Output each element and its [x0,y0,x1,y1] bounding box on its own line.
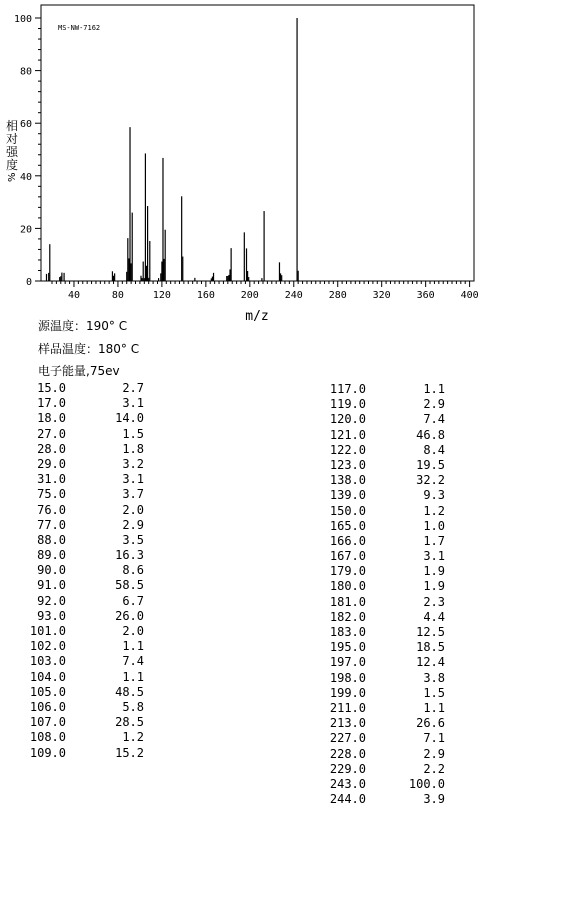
peak-row [326,473,445,488]
mz-value: 139.0 [329,488,366,503]
mz-value: 27.0 [37,426,66,441]
intensity-value: 26.6 [416,716,445,731]
mz-value: 75.0 [37,487,66,502]
mz-value: 107.0 [29,715,66,730]
mz-value: 77.0 [37,517,66,532]
x-tick-label: 80 [111,290,124,301]
peak-row [326,792,445,807]
electron-energy: 电子能量,75ev [38,364,120,378]
mz-value: 244.0 [329,792,366,807]
intensity-value: 2.9 [122,517,144,532]
peak-row [326,397,445,412]
peak-row [326,731,445,746]
mz-value: 183.0 [329,625,366,639]
peak-row [326,564,445,579]
intensity-value: 1.1 [423,382,445,396]
mz-value: 90.0 [37,563,66,578]
mz-value: 102.0 [29,639,66,654]
intensity-value: 3.1 [122,472,144,487]
mz-value: 117.0 [329,382,366,396]
intensity-value: 1.8 [122,441,144,456]
intensity-value: 46.8 [416,427,445,442]
peak-row [26,503,144,518]
intensity-value: 2.0 [122,624,144,638]
mz-value: 91.0 [37,578,66,593]
peak-bars [46,18,298,281]
mz-value: 243.0 [329,776,366,791]
intensity-value: 8.6 [122,563,144,578]
peak-row [326,428,445,443]
x-tick-label: 320 [372,290,391,301]
y-tick-label: 100 [13,14,32,25]
mz-value: 103.0 [29,654,66,669]
intensity-value: 3.8 [423,670,445,685]
mz-value: 179.0 [329,564,366,579]
intensity-value: 7.4 [423,412,445,427]
intensity-value: 2.9 [423,397,445,412]
intensity-value: 7.4 [122,654,144,669]
peak-row [326,716,445,731]
intensity-value: 16.3 [115,548,144,563]
mz-value: 17.0 [37,396,66,411]
peak-row [26,624,144,639]
x-tick-label: 360 [416,290,435,301]
mz-value: 101.0 [29,624,66,638]
intensity-value: 6.7 [122,593,144,608]
peak-row [26,609,144,624]
peak-row [26,594,144,609]
mz-value: 123.0 [329,457,366,472]
intensity-value: 3.5 [122,532,144,547]
peak-row [26,442,144,457]
intensity-value: 1.5 [423,685,445,700]
intensity-value: 2.0 [122,502,144,517]
mz-value: 181.0 [329,594,366,609]
mz-value: 198.0 [329,670,366,685]
x-axis-label: m/z [245,309,269,324]
peak-table-left [26,381,144,761]
sample-temperature: 样品温度：180° C [38,342,140,356]
peak-row [26,700,144,715]
peak-row [26,427,144,442]
intensity-value: 1.5 [122,426,144,441]
spectrum-code: MS-NW-7162 [58,24,101,32]
peak-row [26,548,144,563]
intensity-value: 1.0 [423,518,445,533]
y-tick-label: 20 [19,224,32,236]
mz-value: 166.0 [329,533,366,548]
intensity-value: 1.1 [423,700,445,715]
mz-value: 229.0 [329,761,366,776]
intensity-value: 12.4 [416,655,445,670]
intensity-value: 3.9 [423,792,445,807]
peak-row [326,504,445,519]
y-axis-label-char-1: 相 [6,119,19,133]
mz-value: 28.0 [37,441,66,456]
peak-row [326,686,445,701]
mz-value: 89.0 [37,548,66,563]
mz-value: 93.0 [37,608,66,623]
mz-value: 109.0 [29,745,66,760]
mz-value: 31.0 [37,472,66,487]
y-tick-label: 80 [19,66,32,78]
peak-row [326,655,445,670]
peak-row [326,443,445,458]
peak-row [326,382,445,397]
intensity-value: 28.5 [115,715,144,730]
mz-value: 227.0 [329,731,366,746]
peak-row [326,534,445,549]
intensity-value: 12.5 [416,625,445,639]
x-tick-label: 160 [196,290,215,301]
mz-value: 104.0 [29,669,66,684]
intensity-value: 2.2 [423,761,445,776]
peak-row [26,381,144,396]
mz-value: 138.0 [329,473,366,488]
x-tick-label: 240 [284,290,303,301]
x-tick-label: 400 [460,290,479,301]
mz-value: 150.0 [329,503,366,518]
mz-value: 199.0 [329,685,366,700]
mz-value: 76.0 [37,502,66,517]
peak-row [326,701,445,716]
x-tick-label: 200 [240,290,259,301]
peak-row [326,610,445,625]
mz-value: 180.0 [329,579,366,594]
intensity-value: 7.1 [423,731,445,746]
intensity-value: 2.3 [423,594,445,609]
intensity-value: 14.0 [115,411,144,426]
mz-value: 108.0 [29,730,66,745]
peak-row [326,488,445,503]
intensity-value: 32.2 [416,473,445,488]
intensity-value: 100.0 [408,776,445,791]
y-axis-unit: % [7,172,18,182]
plot-frame [41,5,474,281]
intensity-value: 3.1 [122,396,144,411]
intensity-value: 1.2 [122,730,144,745]
peak-row [326,747,445,762]
y-tick-label: 0 [25,277,32,288]
peak-row [326,579,445,594]
peak-row [326,625,445,640]
intensity-value: 1.1 [122,669,144,684]
intensity-value: 1.1 [122,639,144,654]
mz-value: 182.0 [329,609,366,624]
peak-table-right [326,382,445,807]
peak-row [26,457,144,472]
mz-value: 15.0 [37,381,66,395]
intensity-value: 3.1 [423,549,445,564]
intensity-value: 1.9 [423,564,445,579]
peak-row [26,730,144,745]
mz-value: 106.0 [29,699,66,714]
peak-row [326,412,445,427]
mz-value: 105.0 [29,684,66,699]
peak-row [326,777,445,792]
mass-spectrum-chart [0,0,570,330]
peak-row [26,518,144,533]
peak-row [26,396,144,411]
intensity-value: 5.8 [122,699,144,714]
y-axis-label-char-2: 对 [6,132,19,146]
intensity-value: 3.2 [122,456,144,471]
peak-row [26,487,144,502]
mz-value: 165.0 [329,518,366,533]
intensity-value: 9.3 [423,488,445,503]
mz-value: 119.0 [329,397,366,412]
y-axis-label-char-4: 度 [6,158,19,172]
y-axis-label [6,118,19,182]
mz-value: 92.0 [37,593,66,608]
peak-row [26,639,144,654]
peak-row [26,685,144,700]
intensity-value: 19.5 [416,457,445,472]
intensity-value: 1.2 [423,503,445,518]
peak-row [326,519,445,534]
intensity-value: 8.4 [423,442,445,457]
peak-row [26,670,144,685]
mz-value: 211.0 [329,700,366,715]
mz-value: 121.0 [329,427,366,442]
peak-row [326,549,445,564]
mz-value: 195.0 [329,640,366,655]
peak-row [26,654,144,669]
x-tick-label: 120 [152,290,171,301]
intensity-value: 15.2 [115,745,144,760]
mz-value: 88.0 [37,532,66,547]
intensity-value: 2.9 [423,746,445,761]
intensity-value: 4.4 [423,609,445,624]
peak-row [326,640,445,655]
peak-row [26,715,144,730]
peak-row [326,671,445,686]
intensity-value: 2.7 [122,381,144,395]
peak-row [326,458,445,473]
peak-row [26,563,144,578]
peak-row [326,595,445,610]
intensity-value: 3.7 [122,487,144,502]
peak-row [26,746,144,761]
peak-row [26,411,144,426]
peak-row [326,762,445,777]
mz-value: 120.0 [329,412,366,427]
y-tick-label: 40 [19,171,32,183]
mz-value: 29.0 [37,456,66,471]
peak-row [26,472,144,487]
peak-row [26,578,144,593]
mz-value: 167.0 [329,549,366,564]
intensity-value: 26.0 [115,608,144,623]
source-temperature: 源温度：190° C [38,319,128,333]
x-tick-label: 280 [328,290,347,301]
y-axis-label-char-3: 强 [6,145,19,159]
x-tick-label: 40 [67,290,80,301]
intensity-value: 1.9 [423,579,445,594]
intensity-value: 48.5 [115,684,144,699]
mz-value: 18.0 [37,411,66,426]
peak-row [26,533,144,548]
mz-value: 197.0 [329,655,366,670]
intensity-value: 1.7 [423,533,445,548]
y-tick-label: 60 [19,119,32,131]
mz-value: 228.0 [329,746,366,761]
mz-value: 122.0 [329,442,366,457]
intensity-value: 18.5 [416,640,445,655]
mz-value: 213.0 [329,716,366,731]
x-axis-ticks [52,281,479,301]
intensity-value: 58.5 [115,578,144,593]
